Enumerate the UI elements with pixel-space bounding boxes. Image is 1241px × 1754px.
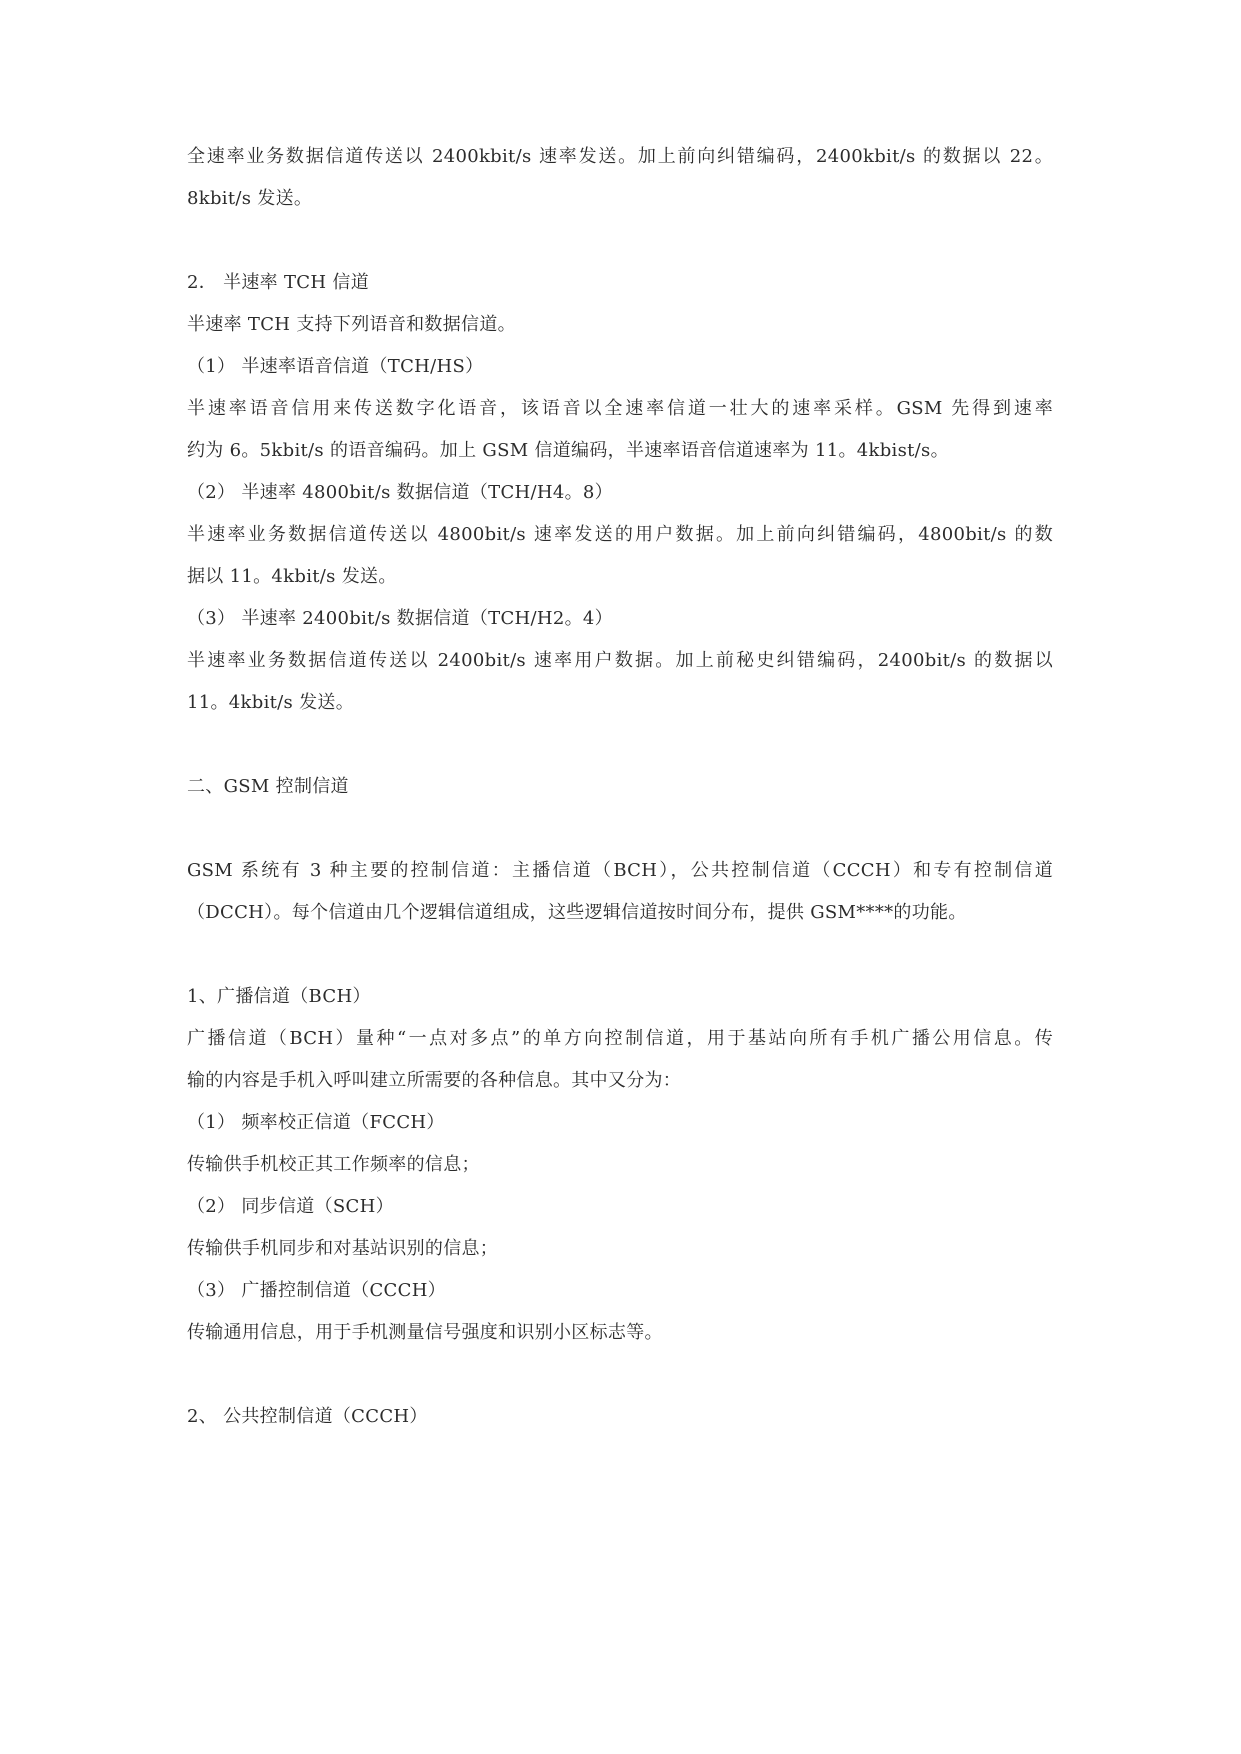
paragraph-line: 传输供手机同步和对基站识别的信息；: [187, 1238, 499, 1259]
paragraph-line: （DCCH）。每个信道由几个逻辑信道组成，这些逻辑信道按时间分布，提供 GSM****的功能。: [187, 902, 967, 923]
section-heading: 二、GSM 控制信道: [187, 776, 349, 797]
paragraph-line: 半速率 TCH 支持下列语音和数据信道。: [187, 314, 516, 335]
subsection-heading: （3） 半速率 2400bit/s 数据信道（TCH/H2。4）: [187, 608, 613, 629]
paragraph-line: 传输供手机校正其工作频率的信息；: [187, 1154, 480, 1175]
subsection-heading: （1） 频率校正信道（FCCH）: [187, 1112, 445, 1133]
paragraph-line: GSM 系统有 3 种主要的控制信道：主播信道（BCH），公共控制信道（CCCH）和专有控制信道: [187, 860, 1053, 881]
subsection-heading: （3） 广播控制信道（CCCH）: [187, 1280, 446, 1301]
paragraph-line: 输的内容是手机入呼叫建立所需要的各种信息。其中又分为：: [187, 1070, 682, 1091]
paragraph-line: 半速率业务数据信道传送以 2400bit/s 速率用户数据。加上前秘史纠错编码，2400bit/s 的数据以: [187, 650, 1053, 671]
paragraph-line: 半速率语音信用来传送数字化语音，该语音以全速率信道一壮大的速率采样。GSM 先得到速率: [187, 398, 1053, 419]
subsection-heading: （1） 半速率语音信道（TCH/HS）: [187, 356, 484, 377]
paragraph-line: 11。4kbit/s 发送。: [187, 692, 354, 713]
paragraph-line: 传输通用信息，用于手机测量信号强度和识别小区标志等。: [187, 1322, 663, 1343]
paragraph-line: 据以 11。4kbit/s 发送。: [187, 566, 397, 587]
paragraph-line: 约为 6。5kbit/s 的语音编码。加上 GSM 信道编码，半速率语音信道速率为 11。4kbist/s。: [187, 440, 949, 461]
section-heading: 1、广播信道（BCH）: [187, 986, 371, 1007]
paragraph-line: 广播信道（BCH）量种“一点对多点”的单方向控制信道，用于基站向所有手机广播公用信息。传: [187, 1028, 1053, 1049]
section-heading: 2． 半速率 TCH 信道: [187, 272, 369, 293]
subsection-heading: （2） 同步信道（SCH）: [187, 1196, 394, 1217]
section-heading: 2、 公共控制信道（CCCH）: [187, 1406, 428, 1427]
subsection-heading: （2） 半速率 4800bit/s 数据信道（TCH/H4。8）: [187, 482, 613, 503]
paragraph-line: 全速率业务数据信道传送以 2400kbit/s 速率发送。加上前向纠错编码，2400kbit/s 的数据以 22。: [187, 146, 1053, 167]
paragraph-line: 8kbit/s 发送。: [187, 188, 313, 209]
paragraph-line: 半速率业务数据信道传送以 4800bit/s 速率发送的用户数据。加上前向纠错编码，4800bit/s 的数: [187, 524, 1053, 545]
